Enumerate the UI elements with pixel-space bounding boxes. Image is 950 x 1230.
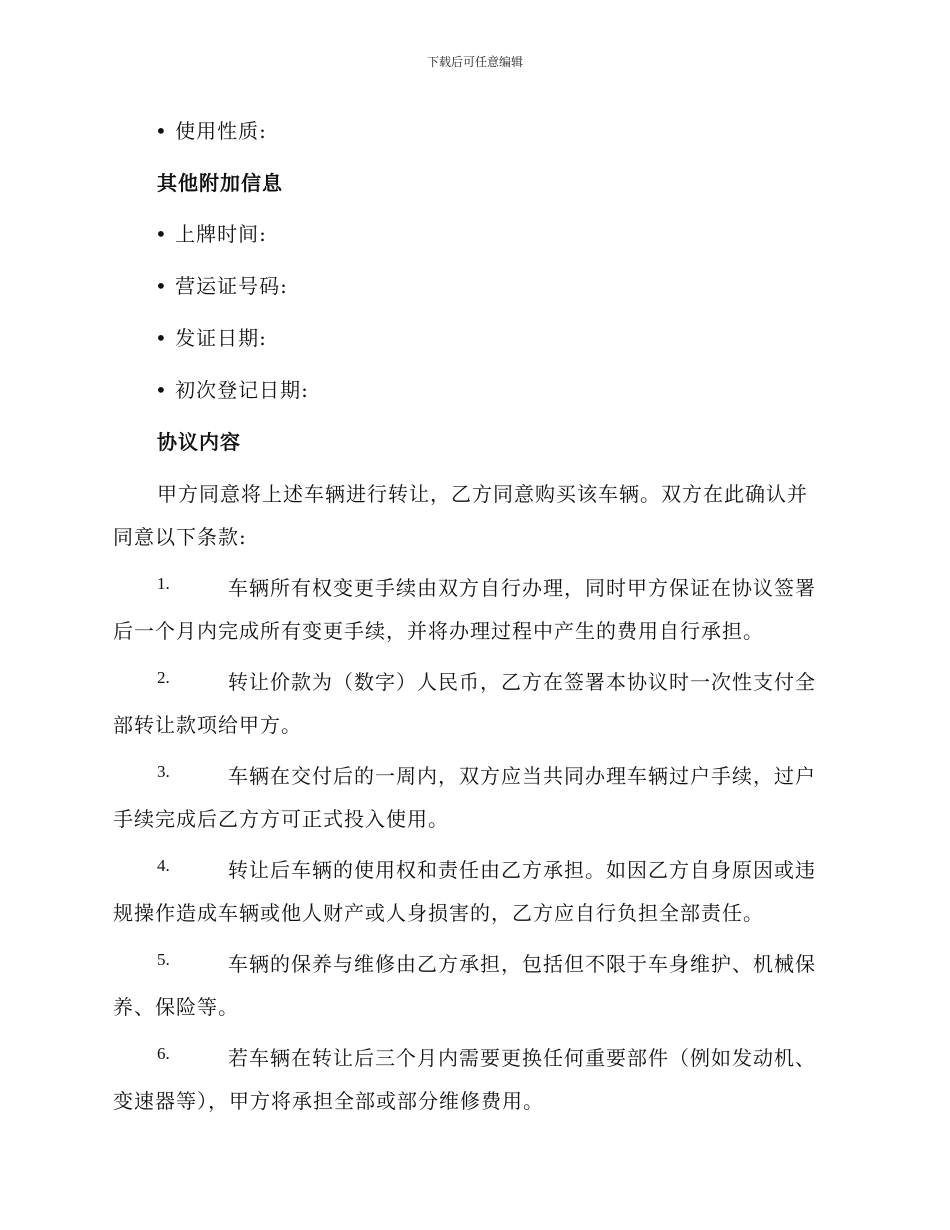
clause-number: 3.: [157, 762, 170, 781]
clause-1-line1: 车辆所有权变更手续由双方自行办理，同时甲方保证在协议签署: [228, 576, 816, 600]
clause-number: 4.: [157, 856, 170, 875]
section-title-extra-info: 其他附加信息: [157, 171, 283, 195]
clause-number: 6.: [157, 1044, 170, 1063]
clause-number: 1.: [157, 574, 170, 593]
clause-5-line1: 车辆的保养与维修由乙方承担，包括但不限于车身维护、机械保: [228, 952, 816, 976]
clause-number: 2.: [157, 668, 170, 687]
clause-4-line1: 转让后车辆的使用权和责任由乙方承担。如因乙方自身原因或违: [228, 858, 816, 882]
clause-3-line2: 手续完成后乙方方可正式投入使用。: [113, 807, 449, 831]
field-operation-permit: • 营运证号码:: [155, 274, 288, 298]
clause-5-line2: 养、保险等。: [113, 995, 239, 1019]
clause-4-line2: 规操作造成车辆或他人财产或人身损害的，乙方应自行负担全部责任。: [113, 901, 764, 925]
clause-2-line1: 转让价款为（数字）人民币，乙方在签署本协议时一次性支付全: [228, 670, 816, 694]
clause-6-line1: 若车辆在转让后三个月内需要更换任何重要部件（例如发动机、: [228, 1046, 816, 1070]
clause-2-line2: 部转让款项给甲方。: [113, 713, 302, 737]
field-issue-date: • 发证日期:: [155, 326, 267, 350]
field-usage-nature: • 使用性质:: [155, 119, 267, 143]
agreement-intro-line2: 同意以下条款:: [113, 525, 247, 549]
clause-6-line2: 变速器等），甲方将承担全部或部分维修费用。: [113, 1089, 544, 1113]
clause-3-line1: 车辆在交付后的一周内，双方应当共同办理车辆过户手续，过户: [228, 764, 816, 788]
field-first-registration-date: • 初次登记日期:: [155, 378, 309, 402]
field-plate-date: • 上牌时间:: [155, 222, 267, 246]
section-title-agreement: 协议内容: [157, 430, 241, 454]
page-header: 下载后可任意编辑: [426, 55, 523, 69]
clause-1-line2: 后一个月内完成所有变更手续，并将办理过程中产生的费用自行承担。: [113, 619, 764, 643]
clause-number: 5.: [157, 950, 170, 969]
agreement-intro-line1: 甲方同意将上述车辆进行转让，乙方同意购买该车辆。双方在此确认并: [157, 482, 808, 506]
